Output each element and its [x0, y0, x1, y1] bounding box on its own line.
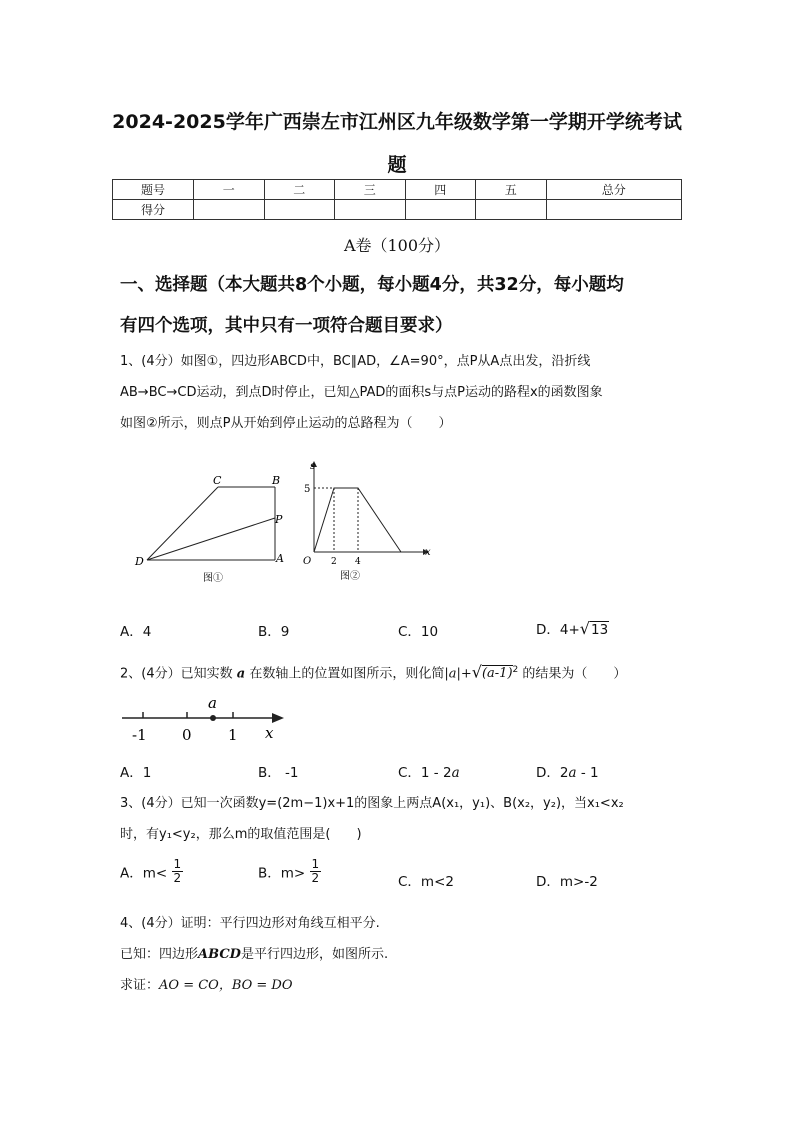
q1-option-d-prefix: D．4+ [536, 622, 580, 638]
question-3-line: 时，有y₁<y₂，那么m的取值范围是( ) [120, 827, 362, 842]
question-3 [120, 788, 690, 850]
x-axis-label: x [425, 547, 431, 558]
vertex-label-a: A [276, 552, 284, 565]
question-2-sqrt-expr: (a-1) [481, 666, 513, 682]
vertex-label-b: B [272, 474, 281, 487]
question-1-line: AB→BC→CD运动，到点D时停止，已知△PAD的面积s与点P运动的路程x的函数图象 [120, 385, 603, 400]
score-cell [264, 200, 335, 220]
question-3-line: 3、(4分）已知一次函数y=(2m−1)x+1的图象上两点A(x₁，y₁)、B(x₂，y₂)，当x₁<x₂ [120, 796, 624, 811]
question-4-expr: AO = CO，BO = DO [159, 978, 293, 993]
question-1-line: 如图②所示，则点P从开始到停止运动的总路程为（ ） [120, 416, 452, 431]
figure-quadrilateral [125, 470, 295, 590]
figure-caption: 图① [203, 573, 223, 584]
score-header-cell: 三 [335, 180, 406, 200]
q1-option-a[interactable]: A．4 [120, 624, 152, 640]
number-line [118, 690, 298, 746]
volume-heading: A卷（100分） [343, 236, 451, 255]
q2-option-d-prefix: D．2 [536, 765, 569, 781]
q3-option-b[interactable] [258, 858, 321, 885]
question-2-text: 2、(4分）已知实数 [120, 666, 233, 682]
fraction-denominator: 2 [311, 871, 320, 885]
question-2-text: 在数轴上的位置如图所示，则化简 [249, 666, 445, 682]
point-label-p: P [275, 513, 283, 526]
vertex-label-d: D [135, 555, 144, 568]
question-2-abs-expr: |a|+ [444, 666, 472, 682]
y-tick-label: 5 [304, 484, 311, 495]
page-title-continued: 题 [387, 154, 407, 176]
q3-option-a[interactable] [120, 858, 183, 885]
score-header-cell: 五 [476, 180, 547, 200]
score-table-header-row [113, 180, 682, 200]
question-1-line: 1、(4分）如图①，四边形ABCD中，BC∥AD，∠A=90°，点P从A点出发，沿折线 [120, 354, 591, 369]
q1-option-c[interactable]: C．10 [398, 624, 439, 640]
q3-option-b-prefix: B．m> [258, 865, 306, 882]
q2-option-c-prefix: C．1 - 2 [398, 765, 452, 781]
y-axis-label: s [310, 461, 316, 472]
x-tick-label: 2 [331, 557, 337, 567]
section-heading-line: 一、选择题（本大题共8个小题，每小题4分，共32分，每小题均 [120, 275, 624, 295]
score-row-label: 得分 [113, 200, 194, 220]
figure-function-graph [298, 455, 438, 585]
score-header-cell: 一 [194, 180, 265, 200]
sqrt-sign-icon: √ [471, 662, 482, 682]
score-cell [335, 200, 406, 220]
score-cell [476, 200, 547, 220]
fraction [172, 858, 184, 885]
q2-option-d-suffix: - 1 [576, 765, 599, 781]
question-4 [120, 908, 690, 1001]
q2-option-d[interactable] [536, 761, 599, 781]
q2-option-b[interactable]: B． -1 [258, 765, 299, 781]
q1-option-b[interactable]: B．9 [258, 624, 290, 640]
x-tick-label: 4 [355, 557, 361, 567]
question-4-text: 是平行四边形，如图所示. [240, 947, 389, 962]
number-line-point-label: a [208, 694, 217, 712]
fraction-denominator: 2 [173, 871, 182, 885]
question-4-line [120, 939, 690, 970]
q3-option-a-prefix: A．m< [120, 865, 168, 882]
question-2-power: 2 [512, 665, 519, 675]
question-1 [120, 346, 690, 439]
question-4-text: 求证： [120, 978, 160, 993]
fraction-numerator: 1 [311, 857, 320, 871]
score-cell [405, 200, 476, 220]
score-cell [546, 200, 682, 220]
score-table [112, 179, 682, 220]
number-line-tick-label: -1 [132, 726, 147, 744]
q2-option-a[interactable]: A．1 [120, 765, 152, 781]
question-4-line: 4、(4分）证明：平行四边形对角线互相平分. [120, 916, 380, 931]
number-line-axis-label: x [265, 724, 274, 742]
question-2-text: 的结果为（ ） [522, 666, 627, 682]
q2-option-c-var: a [451, 765, 460, 781]
question-4-var: ABCD [198, 947, 241, 962]
question-2 [120, 656, 690, 688]
question-4-text: 已知：四边形 [120, 947, 199, 962]
score-header-cell: 四 [405, 180, 476, 200]
section-heading [120, 265, 690, 347]
q3-option-c[interactable]: C．m<2 [398, 874, 454, 890]
number-line-tick-label: 0 [182, 726, 192, 744]
figure-caption: 图② [340, 571, 360, 582]
score-cell [194, 200, 265, 220]
score-header-cell: 题号 [113, 180, 194, 200]
q3-option-d[interactable]: D．m>-2 [536, 874, 598, 890]
page-title: 2024-2025学年广西崇左市江州区九年级数学第一学期开学统考试 [112, 111, 682, 133]
score-table-score-row [113, 200, 682, 220]
question-4-line [120, 970, 690, 1001]
q2-option-c[interactable] [398, 761, 460, 781]
fraction-numerator: 1 [173, 857, 182, 871]
sqrt-sign-icon: √ [579, 619, 590, 638]
score-header-cell: 总分 [546, 180, 682, 200]
q2-option-d-var: a [568, 765, 577, 781]
section-heading-line: 有四个选项，其中只有一项符合题目要求） [120, 316, 453, 336]
vertex-label-c: C [213, 474, 222, 487]
q1-option-d-radicand: 13 [591, 622, 609, 638]
fraction [310, 858, 322, 885]
number-line-tick-label: 1 [228, 726, 238, 744]
q1-option-d[interactable] [536, 618, 609, 638]
origin-label: O [303, 556, 312, 567]
number-line-point [210, 715, 216, 721]
score-header-cell: 二 [264, 180, 335, 200]
question-2-var: a [236, 666, 246, 682]
